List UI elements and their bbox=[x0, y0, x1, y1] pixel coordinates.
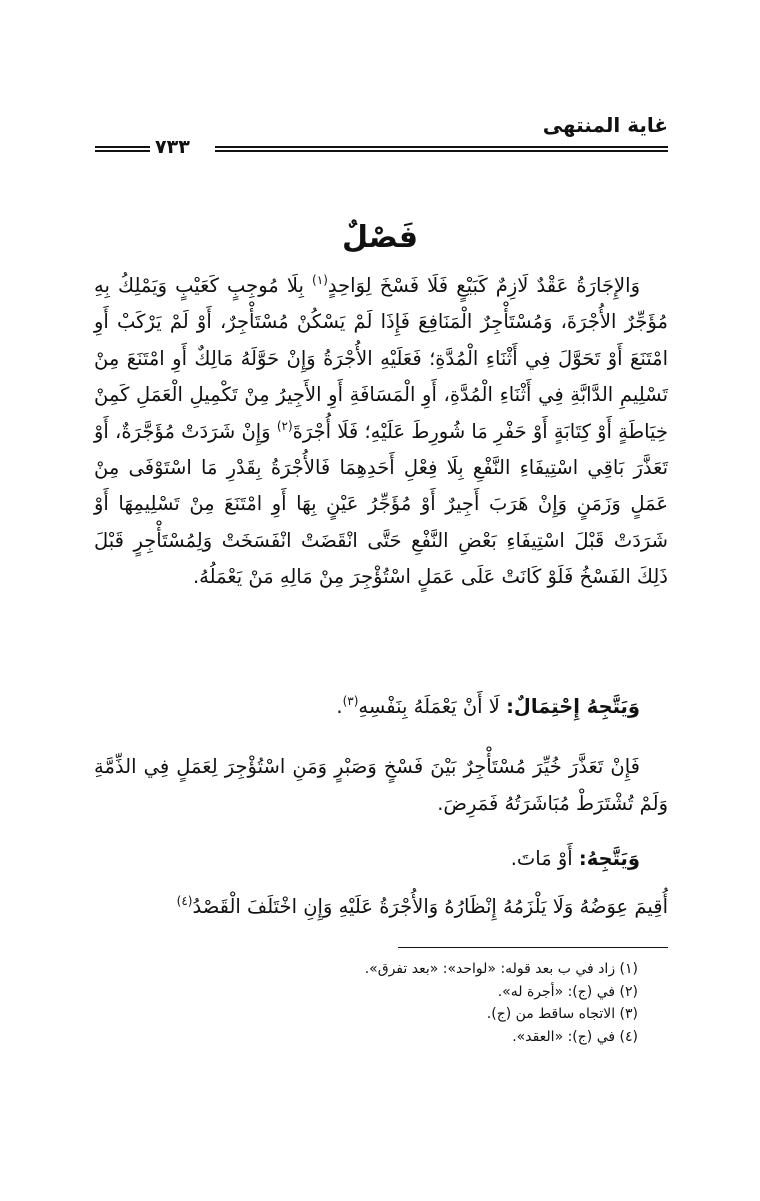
footnote-separator bbox=[398, 947, 668, 948]
paragraph-1-text-c: وَإِنْ شَرَدَتْ مُؤَجَّرَةٌ، أَوْ تَعَذَّرَ بَاقِي اسْتِيفَاءِ النَّفْعِ بِلَا فِعْلِ أَحَدِهِمَا فَالأُجْرَةُ بِقَدْرِ مَا اسْتَوْفَى مِنْ عَمَلٍ وَزَمَنٍ وَإِنْ هَرَبَ أَجِيرٌ أَوْ مُؤَجِّرُ عَيْنٍ بِهَا أَوِ امْتَنَعَ مِنْ تَسْلِيمِهَا أَوْ شَرَدَتْ قَبْلَ اسْتِيفَاءِ بَعْضِ النَّفْعِ حَتَّى انْقَضَتْ انْفَسَخَتْ وَلِمُسْتَأْجِرٍ قَبْلَ ذَلِكَ الفَسْخُ فَلَوْ كَانَتْ عَلَى عَمَلٍ اسْتُؤْجِرَ مِنْ مَالِهِ مَنْ يَعْمَلُهُ. bbox=[94, 419, 668, 589]
section-heading: فَصْلٌ bbox=[342, 220, 418, 255]
paragraph-3: فَإِنْ تَعَذَّرَ خُيِّرَ مُسْتَأْجِرٌ بَيْنَ فَسْخٍ وَصَبْرٍ وَمَنِ اسْتُؤْجِرَ لِعَمَلٍ فِي الذِّمَّةِ وَلَمْ تُشْتَرَطْ مُبَاشَرَتُهُ فَمَرِضَ. bbox=[94, 755, 668, 815]
footnote-4: (٤) في (ج): «العقد». bbox=[512, 1028, 638, 1045]
footnote-2: (٢) في (ج): «أجرة له». bbox=[497, 983, 638, 1000]
paragraph-5-text: أُقِيمَ عِوَضُهُ وَلَا يَلْزَمُهُ إِنْظَارُهُ وَالأُجْرَةُ عَلَيْهِ وَإِنِ اخْتَلَفَ الْقَصْدُ bbox=[192, 895, 668, 918]
footnote-ref-2: (٢) bbox=[276, 418, 293, 433]
main-paragraph bbox=[94, 268, 668, 596]
footnote-ref-3: (٣) bbox=[342, 694, 359, 708]
paragraph-2 bbox=[94, 688, 668, 725]
paragraph-2-keyword: وَيَتَّجِهُ إِحْتِمَالٌ: bbox=[506, 695, 640, 718]
paragraph-1-text-a: وَالإِجَارَةُ عَقْدٌ لَازِمٌ كَبَيْعٍ فَلَا فَسْخَ لِوَاحِدٍ bbox=[327, 274, 640, 297]
paragraph-2-text: لَا أَنْ يَعْمَلَهُ بِنَفْسِهِ bbox=[358, 695, 507, 718]
paragraph-1 bbox=[94, 268, 668, 596]
footnote-3: (٣) الاتجاه ساقط من (ج). bbox=[486, 1006, 638, 1022]
page-number: ٧٣٣ bbox=[155, 136, 190, 158]
paragraph-2-end: . bbox=[336, 695, 343, 718]
footnote-ref-1: (١) bbox=[312, 273, 328, 287]
footnotes bbox=[94, 958, 668, 1048]
header-rule bbox=[215, 146, 668, 152]
paragraph-1-text-b: بِلَا مُوجِبٍ كَعَيْبٍ وَيَمْلِكُ بِهِ مُؤَجِّرٌ الأُجْرَةَ، وَمُسْتَأْجِرٌ الْمَنَافِعَ فَإِذَا لَمْ يَسْكُنْ مُسْتَأْجِرٌ، أَوْ لَمْ يَرْكَبْ أَوِ امْتَنَعَ أَوْ تَحَوَّلَ فِي أَثْنَاءِ الْمُدَّةِ؛ فَعَلَيْهِ الأُجْرَةُ وَإِنْ حَوَّلَهُ مَالِكٌ أَوِ امْتَنَعَ مِنْ تَسْلِيمِ الدَّابَّةِ فِي أَثْنَاءِ الْمُدَّةِ، أَوِ الْمَسَافَةِ أَوِ الأَجِيرُ مِنْ تَكْمِيلِ الْعَمَلِ كَمِنْ خِيَاطَةٍ أَوْ كِتَابَةٍ أَوْ حَفْرِ مَا شُورِطَ عَلَيْهِ؛ فَلَا أُجْرَةَ bbox=[94, 274, 668, 443]
paragraph-5 bbox=[94, 888, 668, 925]
running-header bbox=[95, 112, 668, 156]
paragraph-4-text: أَوْ مَاتَ. bbox=[510, 847, 579, 870]
paragraph-4 bbox=[94, 840, 668, 877]
header-title: غاية المنتهى bbox=[542, 113, 668, 137]
header-rule-short bbox=[95, 146, 150, 152]
paragraph-4-keyword: وَيَتَّجِهُ: bbox=[578, 847, 640, 870]
footnote-1: (١) زاد في ب بعد قوله: «لواحد»: «بعد تفرق». bbox=[364, 961, 638, 977]
footnote-ref-4: (٤) bbox=[176, 894, 193, 908]
